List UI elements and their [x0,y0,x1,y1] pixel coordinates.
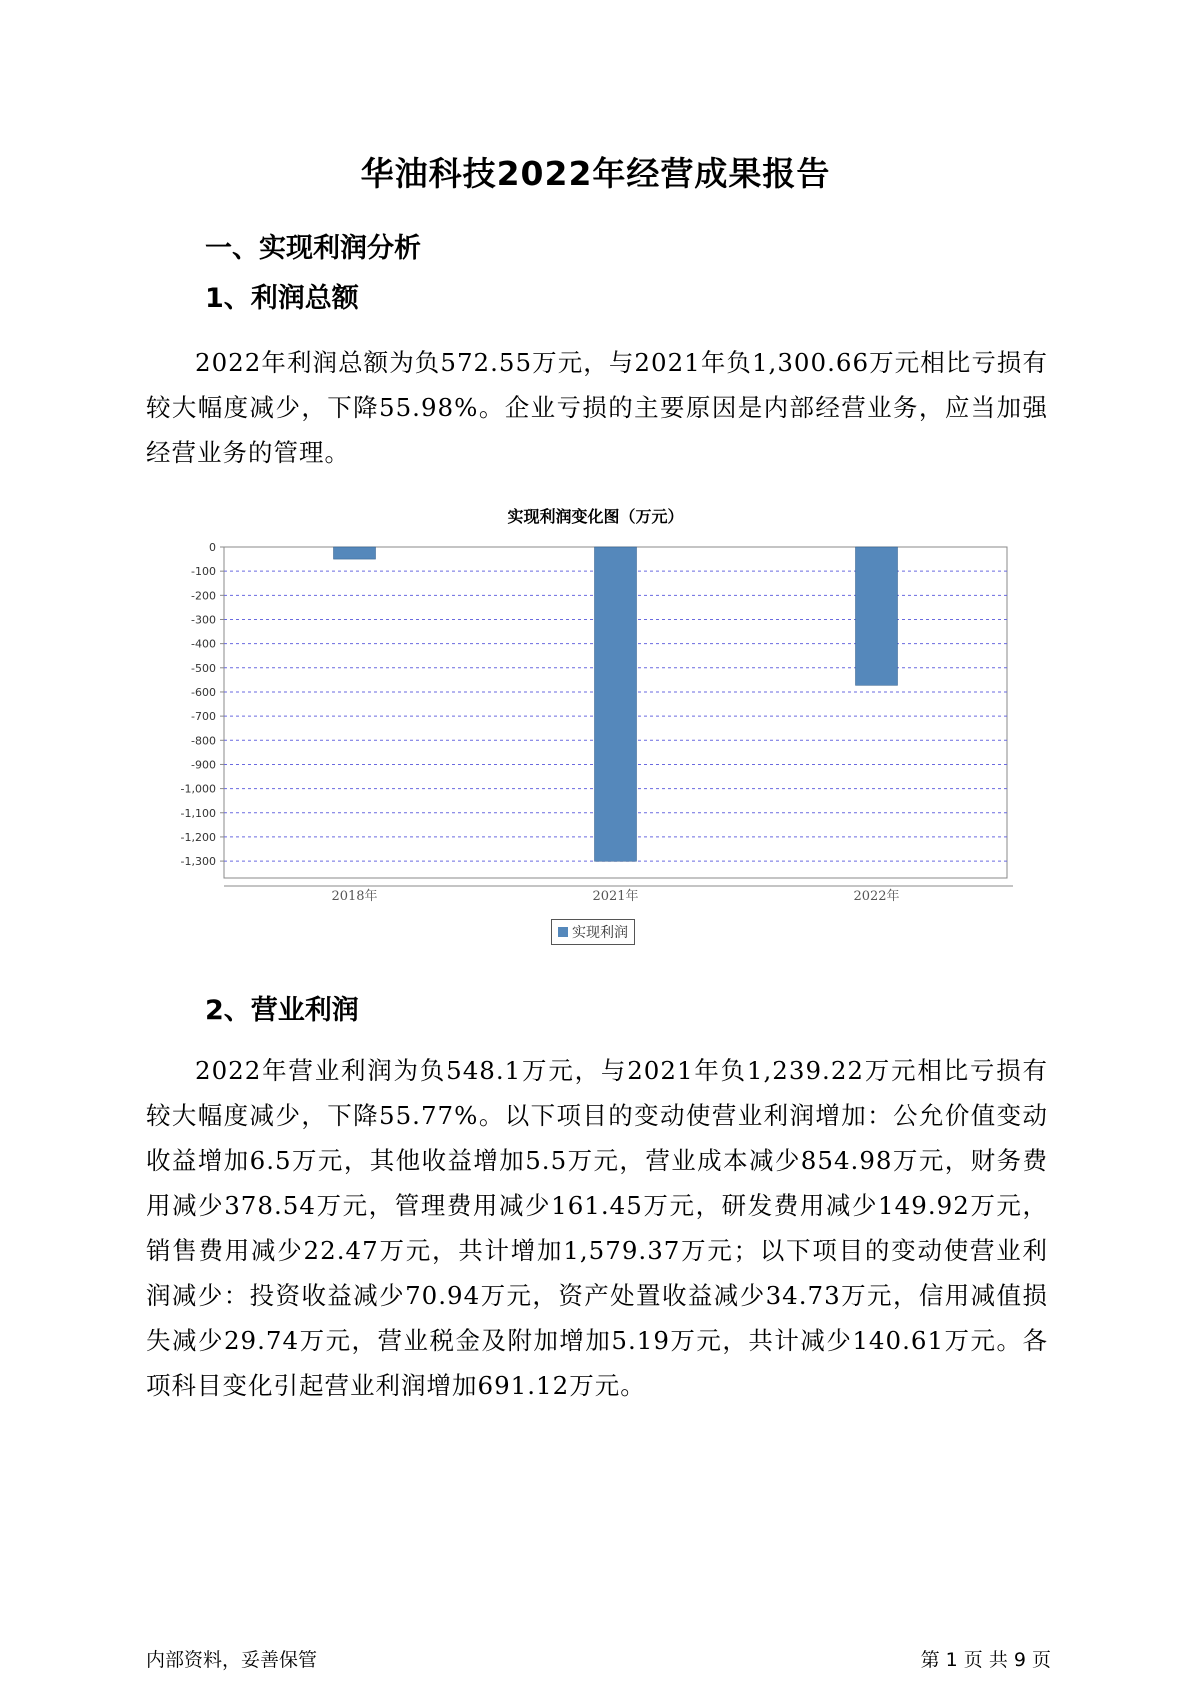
chart-legend [551,919,635,945]
y-tick-label: -500 [191,661,216,675]
x-tick-label: 2018年 [331,889,378,904]
y-tick-label: -1,000 [180,782,216,796]
section-heading-profit-analysis: 一、实现利润分析 [205,233,421,264]
footer-confidential-note: 内部资料，妥善保管 [146,1649,318,1671]
subheading-total-profit: 1、利润总额 [205,283,359,314]
bar-2022年 [856,547,898,685]
y-tick-label: -100 [191,565,216,579]
y-tick-label: -600 [191,685,216,699]
paragraph-total-profit: 2022年利润总额为负572.55万元，与2021年负1,300.66万元相比亏损有较大幅度减少，下降55.98%。企业亏损的主要原因是内部经营业务，应当加强经营业务的管理。 [146,348,1048,467]
footer-page-number: 第 1 页 共 9 页 [920,1649,1051,1671]
y-tick-label: -1,100 [180,806,216,820]
chart-title: 实现利润变化图（万元） [507,507,684,526]
y-tick-label: -800 [191,734,216,748]
x-tick-label: 2022年 [853,889,900,904]
paragraph-operating-profit: 2022年营业利润为负548.1万元，与2021年负1,239.22万元相比亏损有较大幅度减少，下降55.77%。以下项目的变动使营业利润增加：公允价值变动收益增加6.5万元，其他收益增加5.5万元，营业成本减少854.98万元，财务费用减少378.54万元，管理费用减少161.45万元，研发费用减少149.92万元，销售费用减少22.47万元，共计增加1,579.37万元；以下项目的变动使营业利润减少：投资收益减少70.94万元，资产处置收益减少34.73万元，信用减值损失减少29.74万元，营业税金及附加增加5.19万元，共计减少140.61万元。各项科目变化引起营业利润增加691.12万元。 [146,1056,1048,1400]
page-title: 华油科技2022年经营成果报告 [360,154,831,193]
subheading-operating-profit: 2、营业利润 [205,995,359,1026]
y-tick-label: -200 [191,589,216,603]
y-tick-label: 0 [209,541,216,554]
y-tick-label: -400 [191,637,216,651]
x-tick-label: 2021年 [592,889,639,904]
legend-swatch [558,927,568,937]
bar-2021年 [595,547,637,861]
y-tick-label: -900 [191,758,216,772]
y-tick-label: -1,200 [180,830,216,844]
y-tick-label: -700 [191,710,216,724]
y-tick-label: -1,300 [180,855,216,869]
y-tick-label: -300 [191,613,216,627]
bar-2018年 [334,547,376,559]
legend-label: 实现利润 [572,925,628,941]
